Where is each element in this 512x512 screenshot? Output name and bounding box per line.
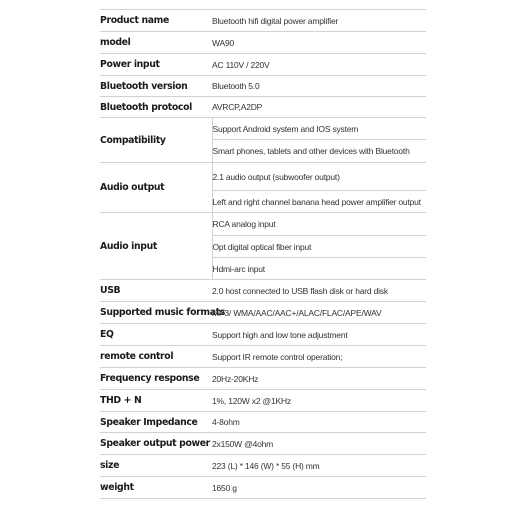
spec-value: Bluetooth hifi digital power amplifier	[212, 10, 426, 32]
spec-value: 223 (L) * 146 (W) * 55 (H) mm	[212, 455, 426, 477]
spec-label: remote control	[100, 346, 212, 368]
spec-label: THD + N	[100, 390, 212, 412]
spec-label: USB	[100, 280, 212, 302]
spec-value: Support Android system and IOS system	[212, 118, 426, 140]
spec-row-bluetooth-protocol	[100, 97, 426, 118]
spec-label: Audio input	[100, 213, 212, 280]
spec-value: 2.1 audio output (subwoofer output)	[212, 163, 426, 191]
spec-label: Bluetooth protocol	[100, 97, 212, 118]
spec-value: Hdmi-arc input	[212, 258, 426, 280]
spec-row-bluetooth-version	[100, 76, 426, 97]
spec-row-usb	[100, 280, 426, 302]
spec-value: RCA analog input	[212, 213, 426, 236]
spec-label: model	[100, 32, 212, 54]
spec-value: 1%, 120W x2 @1KHz	[212, 390, 426, 412]
spec-value: Support IR remote control operation;	[212, 346, 426, 368]
spec-value: WA90	[212, 32, 426, 54]
spec-label: Frequency response	[100, 368, 212, 390]
spec-row-product-name	[100, 10, 426, 32]
spec-label: Power input	[100, 54, 212, 76]
spec-label: weight	[100, 477, 212, 499]
spec-row-frequency-response	[100, 368, 426, 390]
spec-row-weight	[100, 477, 426, 499]
spec-row-thd-n	[100, 390, 426, 412]
spec-value: 2.0 host connected to USB flash disk or hard disk	[212, 280, 426, 302]
spec-row-eq	[100, 324, 426, 346]
spec-row-speaker-output-power	[100, 433, 426, 455]
spec-value: Opt digital optical fiber input	[212, 236, 426, 258]
spec-table	[100, 9, 426, 499]
spec-value: 2x150W @4ohm	[212, 433, 426, 455]
spec-value: Left and right channel banana head power amplifier output	[212, 191, 426, 213]
spec-row-audio-input	[100, 213, 426, 236]
spec-label: Supported music formats	[100, 302, 212, 324]
spec-row-power-input	[100, 54, 426, 76]
spec-value: 20Hz-20KHz	[212, 368, 426, 390]
spec-value: Support high and low tone adjustment	[212, 324, 426, 346]
spec-row-speaker-impedance	[100, 412, 426, 433]
spec-label: Bluetooth version	[100, 76, 212, 97]
spec-row-remote-control	[100, 346, 426, 368]
spec-value: Smart phones, tablets and other devices with Bluetooth	[212, 140, 426, 163]
spec-value: MP3/ WMA/AAC/AAC+/ALAC/FLAC/APE/WAV	[212, 302, 426, 324]
spec-row-size	[100, 455, 426, 477]
spec-label: EQ	[100, 324, 212, 346]
spec-row-model	[100, 32, 426, 54]
spec-value: AC 110V / 220V	[212, 54, 426, 76]
spec-label: Speaker Impedance	[100, 412, 212, 433]
spec-value: Bluetooth 5.0	[212, 76, 426, 97]
spec-row-music-formats	[100, 302, 426, 324]
spec-label: Compatibility	[100, 118, 212, 163]
spec-row-compatibility	[100, 118, 426, 140]
spec-value: 4-8ohm	[212, 412, 426, 433]
spec-row-audio-output	[100, 163, 426, 191]
spec-value: AVRCP,A2DP	[212, 97, 426, 118]
spec-sheet	[100, 9, 426, 499]
spec-label: Audio output	[100, 163, 212, 213]
spec-value: 1650 g	[212, 477, 426, 499]
spec-label: size	[100, 455, 212, 477]
spec-label: Speaker output power	[100, 433, 212, 455]
spec-label: Product name	[100, 10, 212, 32]
